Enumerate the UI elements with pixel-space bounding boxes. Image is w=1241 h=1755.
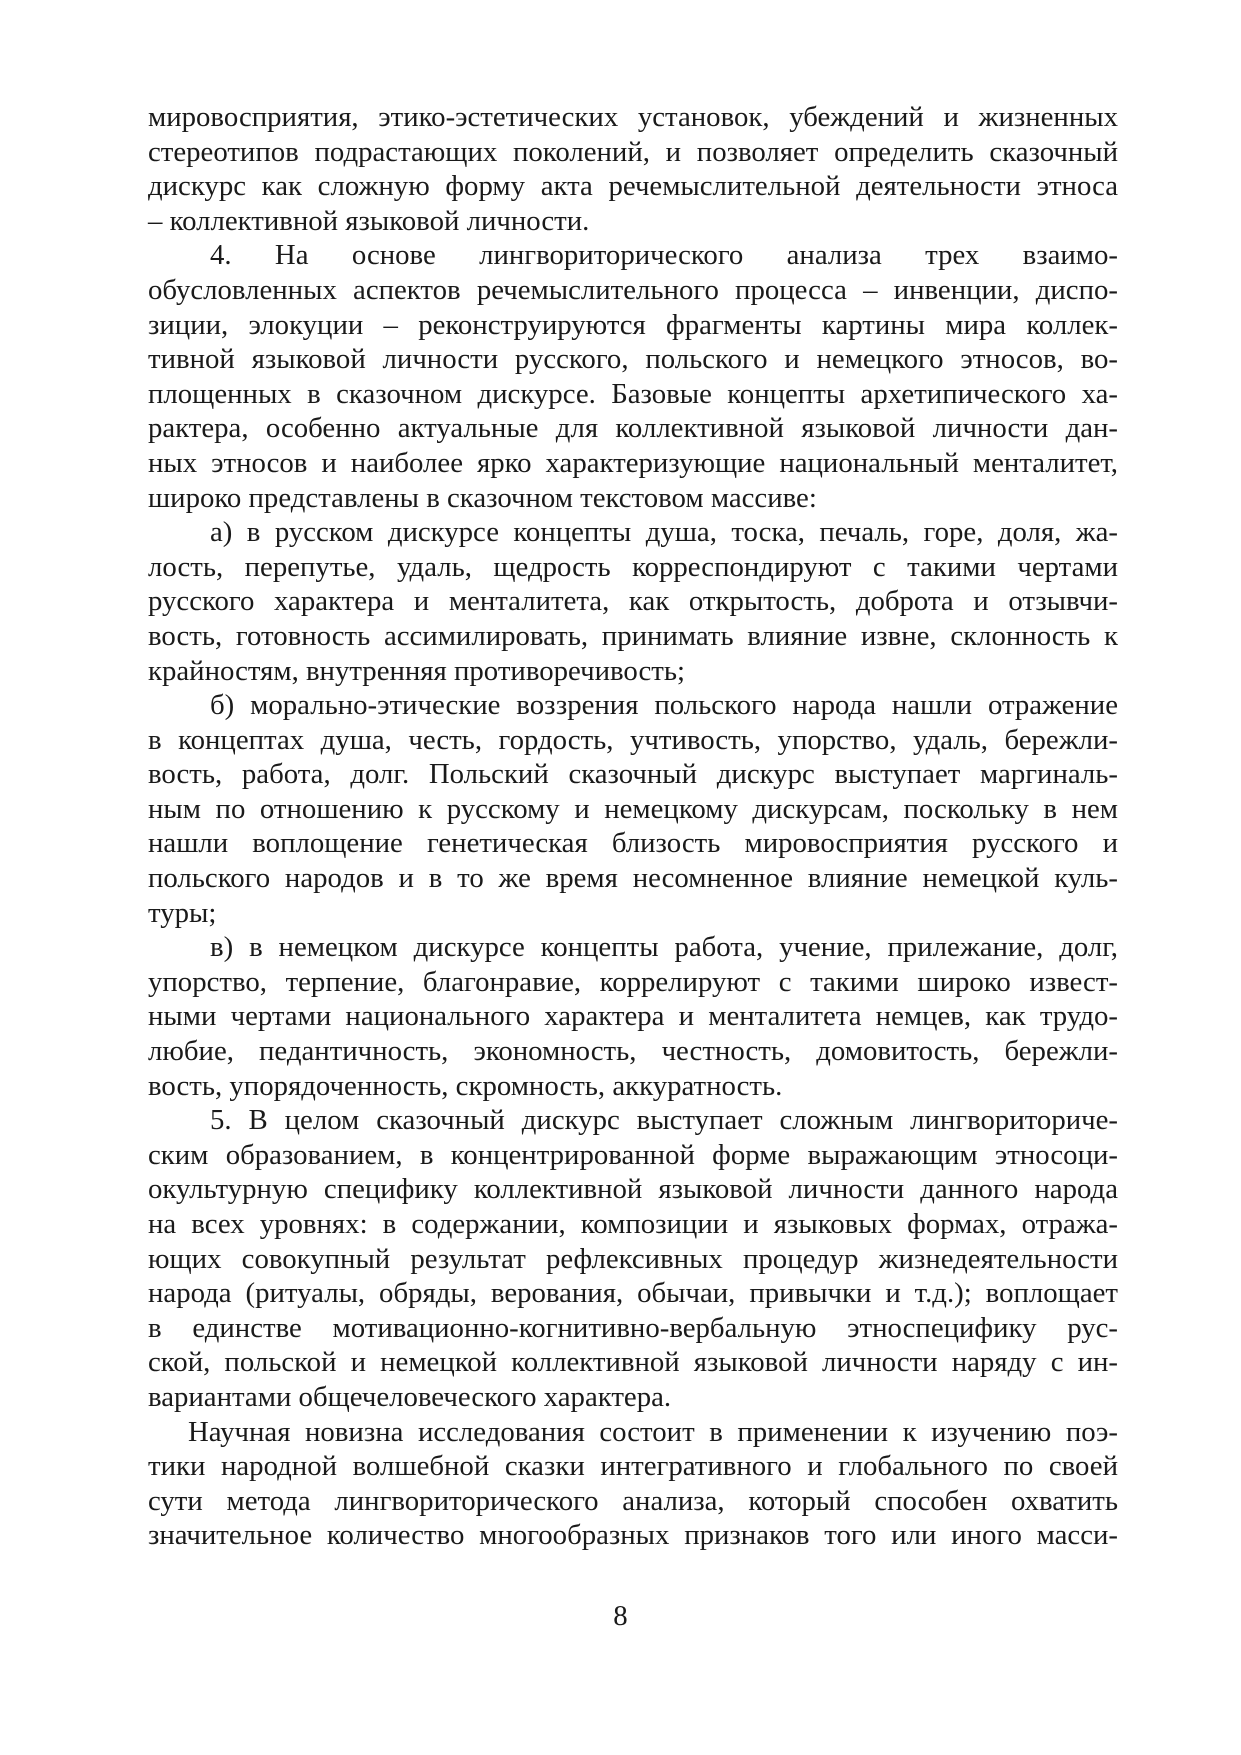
text-line: народа (ритуалы, обряды, верования, обычаи, привычки и т.д.); воплощает [148, 1277, 1118, 1310]
text-line: вость, готовность ассимилировать, принимать влияние извне, склонность к [148, 619, 1118, 652]
text-line: Научная новизна исследования состоит в применении к изучению поэ- [188, 1415, 1118, 1448]
text-line: ным по отношению к русскому и немецкому дискурсам, поскольку в нем [148, 792, 1118, 825]
document-page [148, 100, 1118, 1553]
text-line: ющих совокупный результат рефлексивных процедур жизнедеятельности [148, 1242, 1118, 1275]
text-line: крайностям, внутренняя противоречивость; [148, 654, 685, 687]
text-line: в концептах душа, честь, гордость, учтивость, упорство, удаль, бережли- [148, 723, 1118, 756]
text-line: 5. В целом сказочный дискурс выступает сложным лингвориториче- [210, 1104, 1118, 1137]
text-line: туры; [148, 896, 217, 929]
paragraph-item-5 [148, 1103, 1118, 1414]
paragraph-item-v [148, 930, 1118, 1103]
text-line: 4. На основе лингвориторического анализа трех взаимо- [210, 239, 1118, 272]
text-line: лость, перепутье, удаль, щедрость корреспондируют с такими чертами [148, 550, 1118, 583]
text-line: стереотипов подрастающих поколений, и позволяет определить сказочный [148, 135, 1118, 168]
text-line: на всех уровнях: в содержании, композиции и языковых формах, отража- [148, 1208, 1118, 1240]
text-line: ных этносов и наиболее ярко характеризующие национальный менталитет, [148, 446, 1118, 479]
text-line: любие, педантичность, экономность, честность, домовитость, бережли- [148, 1035, 1118, 1068]
text-line: мировосприятия, этико-эстетических установок, убеждений и жизненных [148, 101, 1118, 133]
text-line: дискурс как сложную форму акта речемыслительной деятельности этноса [148, 170, 1118, 203]
text-line: в) в немецком дискурсе концепты работа, учение, прилежание, долг, [210, 931, 1118, 964]
paragraph-item-4 [148, 238, 1118, 515]
text-line: площенных в сказочном дискурсе. Базовые концепты архетипического ха- [148, 377, 1118, 410]
text-line: ской, польской и немецкой коллективной языковой личности наряду с ин- [148, 1346, 1118, 1379]
text-line: вариантами общечеловеческого характера. [148, 1380, 672, 1413]
paragraph-continuation [148, 100, 1118, 238]
text-line: сути метода лингвориторического анализа, который способен охватить [148, 1484, 1118, 1517]
text-line: а) в русском дискурсе концепты душа, тоска, печаль, горе, доля, жа- [210, 516, 1118, 549]
paragraph-item-a [148, 515, 1118, 688]
text-line: польского народов и в то же время несомненное влияние немецкой куль- [148, 862, 1118, 895]
paragraph-item-b [148, 688, 1118, 930]
text-line: – коллективной языковой личности. [148, 204, 590, 237]
text-line: ским образованием, в концентрированной форме выражающим этносоци- [148, 1138, 1118, 1171]
page-number: 8 [613, 1600, 628, 1632]
text-line: ными чертами национального характера и менталитета немцев, как трудо- [148, 1000, 1118, 1033]
text-line: нашли воплощение генетическая близость мировосприятия русского и [148, 827, 1118, 860]
text-line: зиции, элокуции – реконструируются фрагменты картины мира коллек- [148, 308, 1118, 341]
text-line: русского характера и менталитета, как открытость, доброта и отзывчи- [148, 585, 1118, 618]
text-line: в единстве мотивационно-когнитивно-вербальную этноспецифику рус- [148, 1311, 1118, 1344]
text-line: окультурную специфику коллективной языковой личности данного народа [148, 1173, 1118, 1206]
text-line: значительное количество многообразных признаков того или иного масси- [148, 1519, 1118, 1552]
text-line: вость, упорядоченность, скромность, аккуратность. [148, 1069, 783, 1102]
paragraph-novelty [148, 1415, 1118, 1553]
text-line: упорство, терпение, благонравие, коррелируют с такими широко извест- [148, 965, 1118, 998]
text-line: обусловленных аспектов речемыслительного процесса – инвенции, диспо- [148, 273, 1118, 306]
text-line: б) морально-этические воззрения польского народа нашли отражение [210, 689, 1118, 722]
text-line: тики народной волшебной сказки интегративного и глобального по своей [148, 1450, 1118, 1483]
text-line: тивной языковой личности русского, польского и немецкого этносов, во- [148, 343, 1118, 376]
text-line: рактера, особенно актуальные для коллективной языковой личности дан- [148, 412, 1118, 445]
text-line: широко представлены в сказочном текстовом массиве: [148, 481, 817, 514]
text-line: вость, работа, долг. Польский сказочный дискурс выступает маргиналь- [148, 758, 1118, 791]
